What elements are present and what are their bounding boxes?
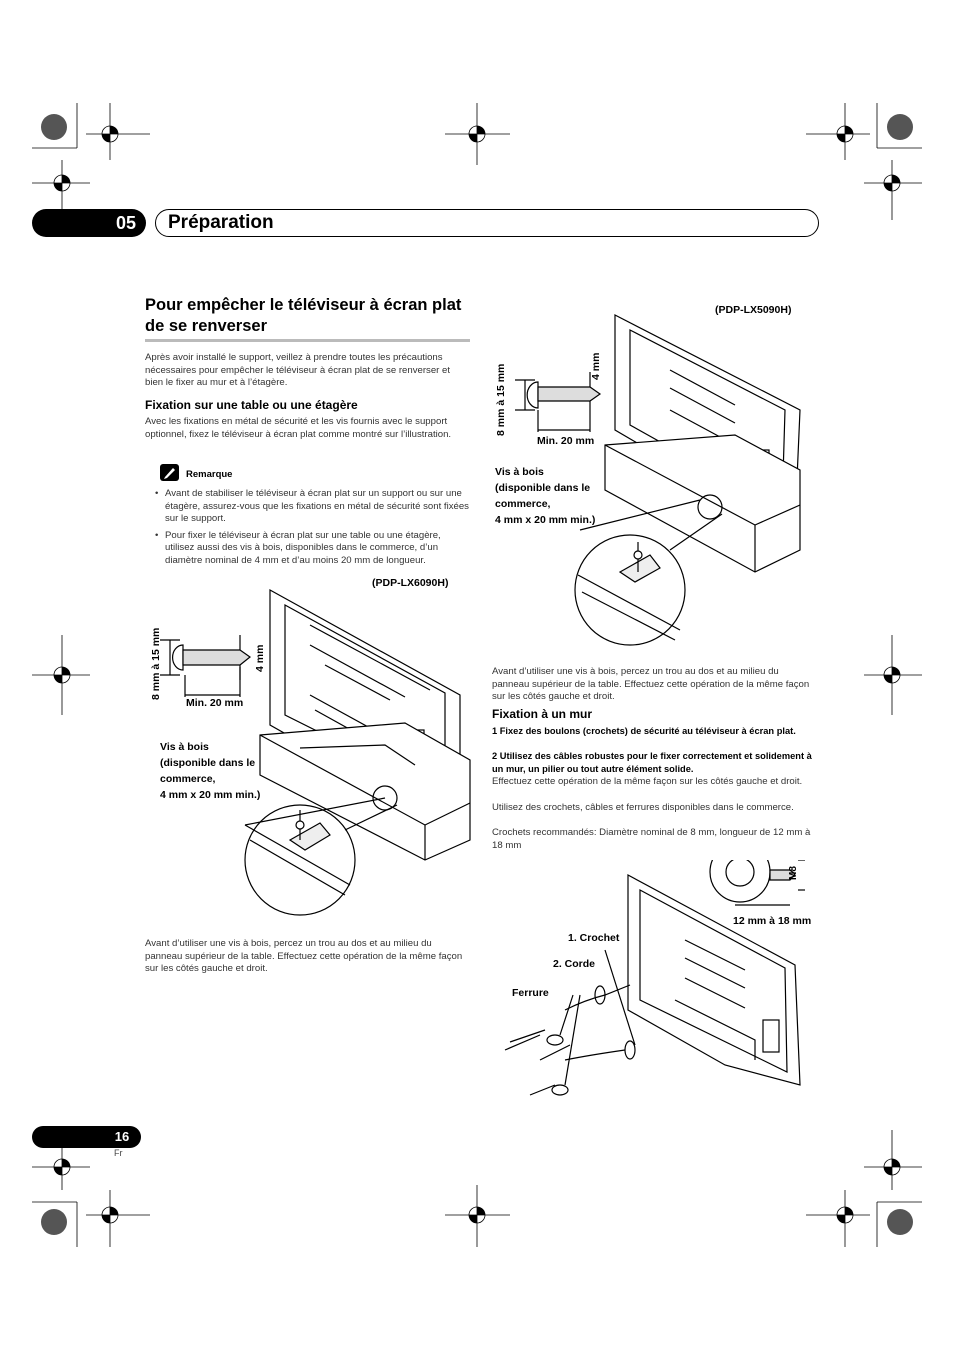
wall-fix-step2: 2 Utilisez des câbles robustes pour le fixer correctement et solidement à un mur, un pilier ou tout autre élément solide. [492,751,812,774]
label-cord: 2. Corde [553,958,596,970]
figure-model-lx5090: (PDP-LX5090H) [715,304,792,316]
wall-fix-heading: Fixation à un mur [492,707,593,721]
figure-model-lx6090: (PDP-LX6090H) [372,577,449,589]
screw-label-lx5090: Vis à bois (disponible dans le commerce, 4 mm x 20 mm min.) [495,466,596,526]
table-fix-heading: Fixation sur une table ou une étagère [145,398,358,412]
notes-list [155,488,470,568]
dim-min-lx6090: Min. 20 mm [186,697,244,709]
dim-diameter-lx5090: 4 mm [590,352,602,380]
dim-diameter-lx6090: 4 mm [254,644,266,672]
table-fix-text: Avec les fixations en métal de sécurité et les vis fournis avec le support optionnel, fixez le téléviseur à écran plat comme montré sur l’illustration. [145,416,452,440]
dim-height-lx5090: 8 mm à 15 mm [495,363,507,436]
note-icon [160,464,179,481]
section-intro: Après avoir installé le support, veillez à prendre toutes les précautions nécessaires pour empêcher le téléviseur à écran plat de se renverser et bien le fixer au mur et à l’étagère. [145,352,451,389]
caption-lx5090: Avant d’utiliser une vis à bois, percez un trou au dos et au milieu du panneau supérieur de la table. Effectuez cette opération de la même façon sur les côtés gauche et droit. [492,666,810,703]
bolt-length: 12 mm à 18 mm [733,915,812,927]
page-number: 16 [114,1129,130,1144]
wall-fix-p2: Utilisez des crochets, câbles et ferrures disponibles dans le commerce. [492,802,794,813]
chapter-title: Préparation [168,212,274,233]
dim-height-lx6090: 8 mm à 15 mm [150,627,162,700]
dim-min-lx5090: Min. 20 mm [537,435,595,447]
section-title: Pour empêcher le téléviseur à écran plat de se renverser [145,296,462,335]
label-fitting: Ferrure [512,987,549,999]
section-title-rule [145,339,470,342]
wall-fix-p1: Effectuez cette opération de la même façon sur les côtés gauche et droit. [492,776,803,787]
label-hook: 1. Crochet [568,932,620,944]
wall-fix-p3: Crochets recommandés: Diamètre nominal de 8 mm, longueur de 12 mm à 18 mm [492,827,811,851]
note-item: • Avant de stabiliser le téléviseur à écran plat sur un support ou sur une étagère, assurez-vous que les fixations en métal de sécurité sont fixées sur le support. [155,488,469,525]
language-code: Fr [114,1148,123,1158]
screw-label-lx6090: Vis à bois (disponible dans le commerce, 4 mm x 20 mm min.) [160,741,261,801]
wall-fix-step1: 1 Fixez des boulons (crochets) de sécurité au téléviseur à écran plat. [492,726,796,736]
caption-lx6090: Avant d’utiliser une vis à bois, percez un trou au dos et au milieu du panneau supérieur de la table. Effectuez cette opération de la même façon sur les côtés gauche et droit. [145,938,463,975]
note-label: Remarque [186,469,233,480]
chapter-number: 05 [115,213,137,233]
note-item: • Pour fixer le téléviseur à écran plat sur une table ou une étagère, utilisez aussi des vis à bois, disponibles dans le commerce, d’un diamètre nominal de 4 mm et d’au moins 20 mm de longueur. [155,529,441,566]
